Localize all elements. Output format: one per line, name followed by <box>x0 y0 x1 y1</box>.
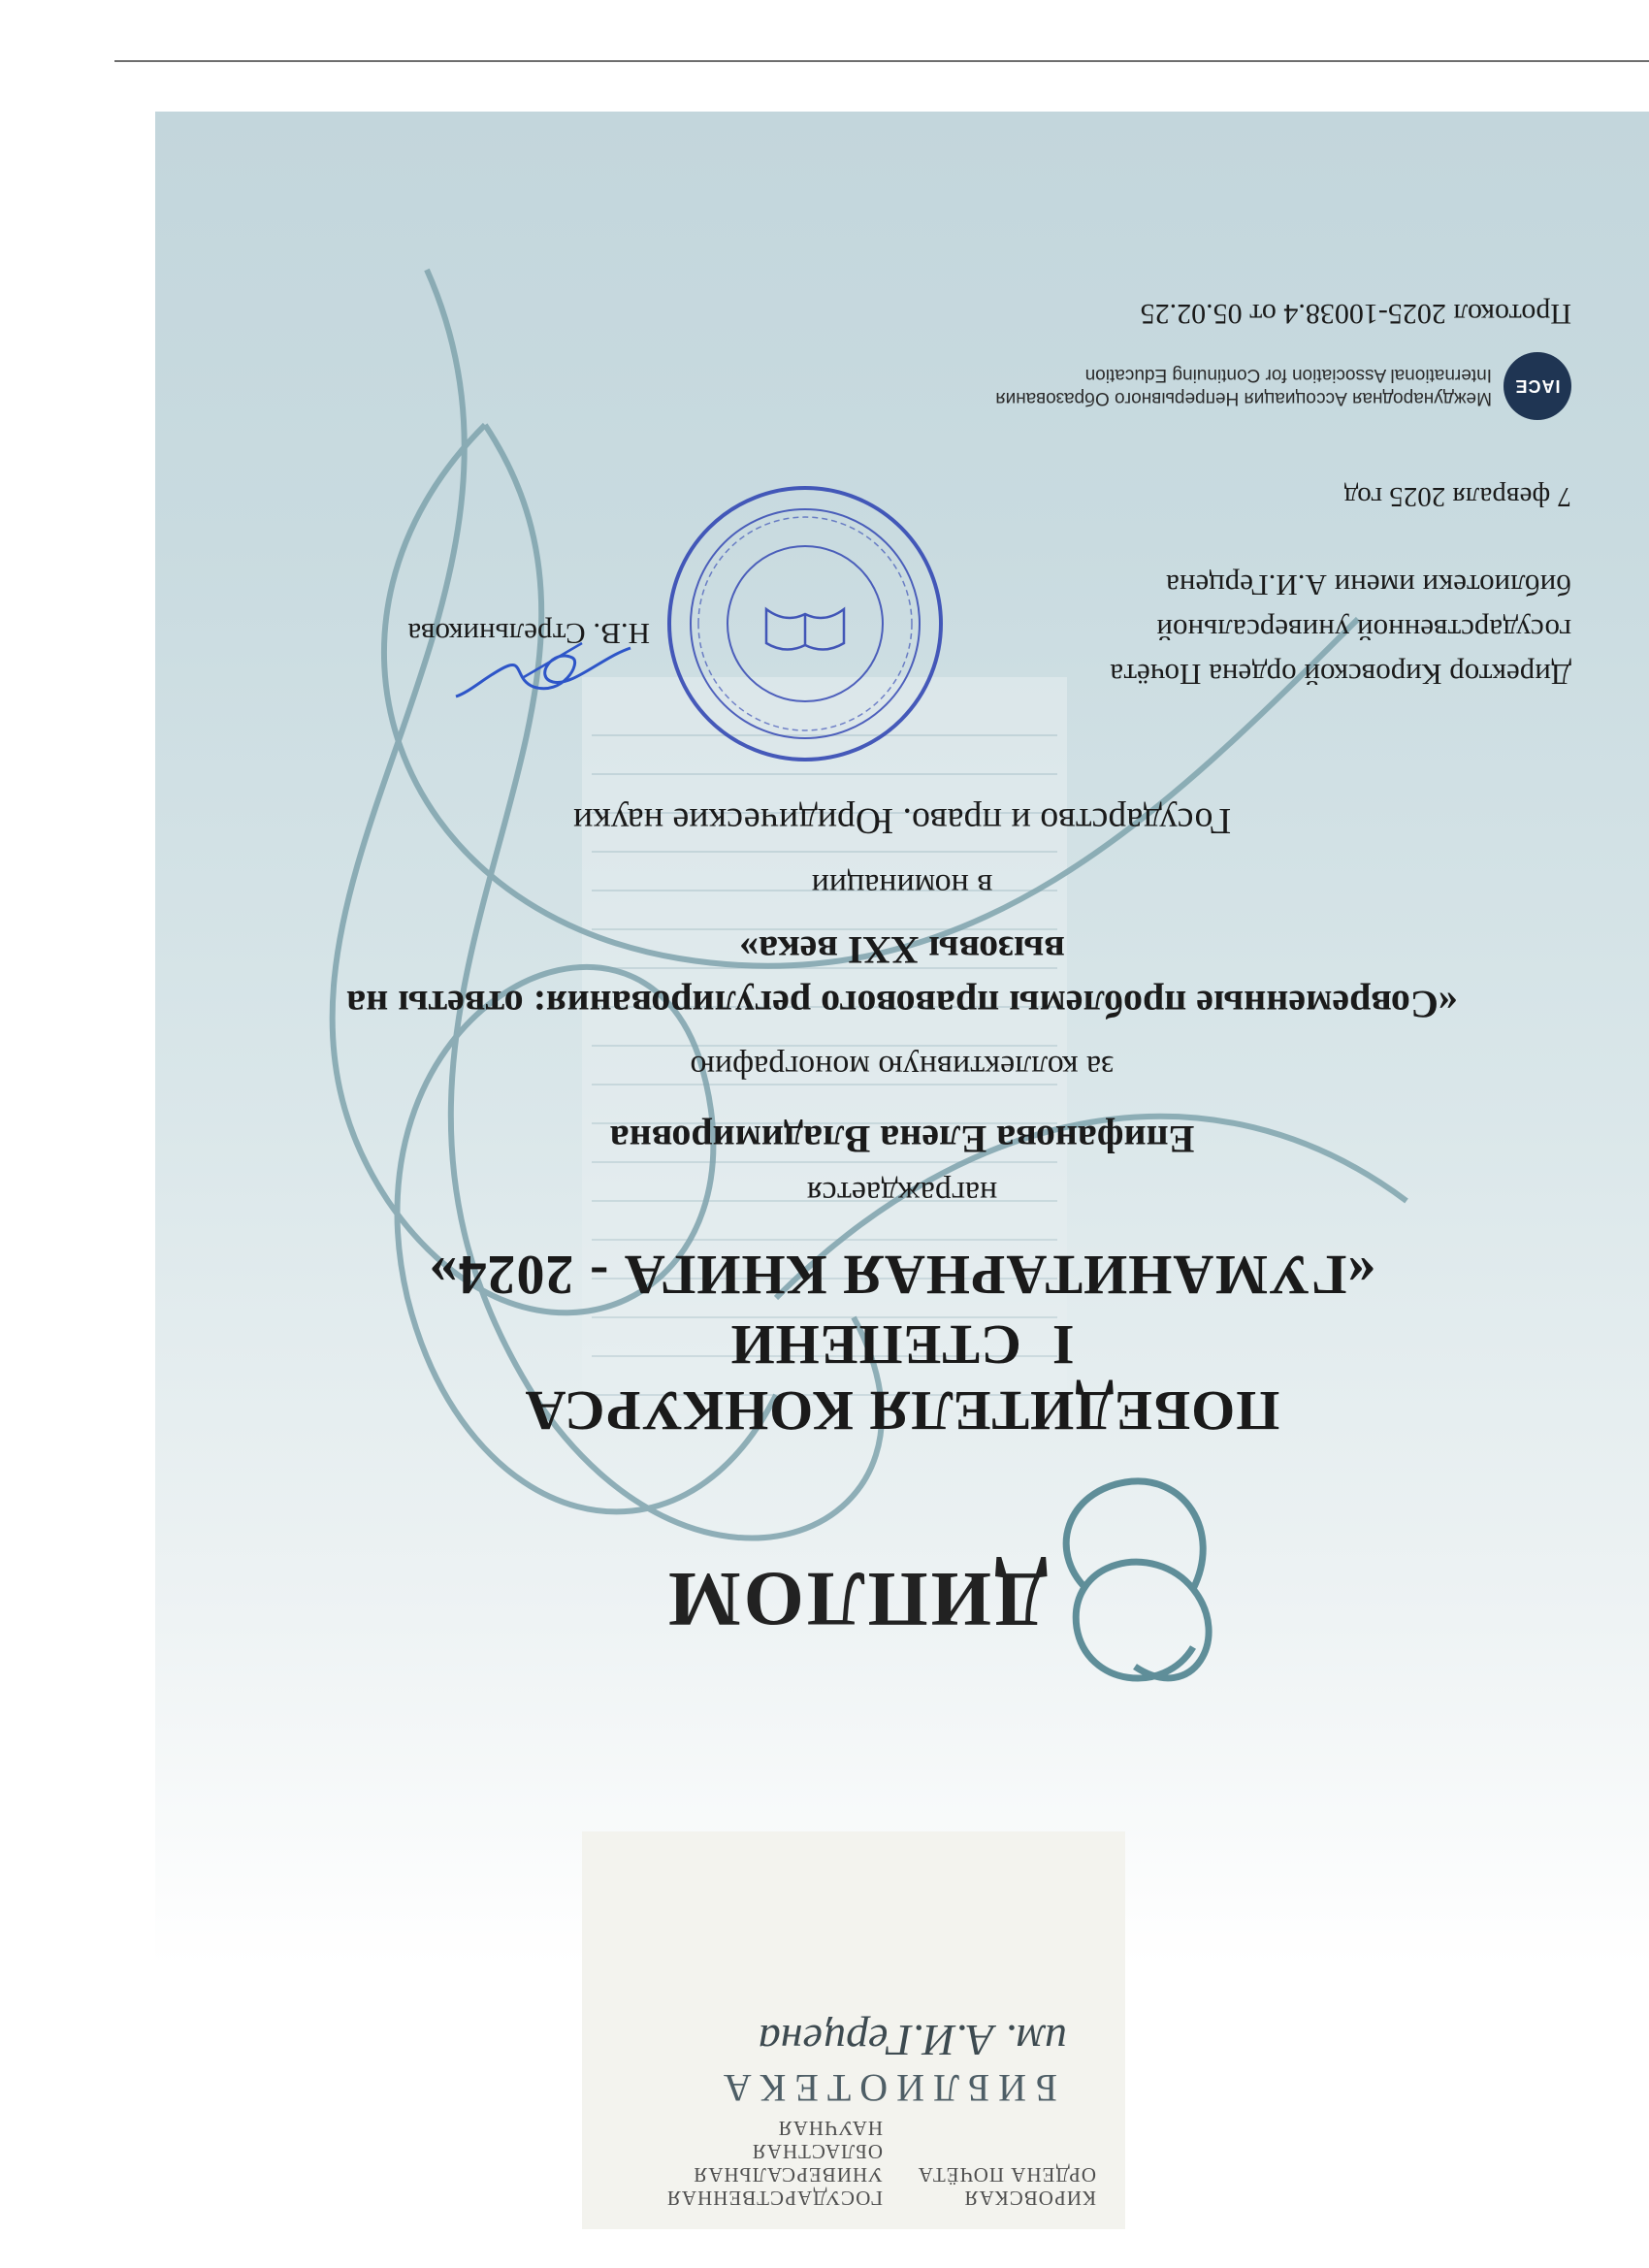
logo-text-state: ГОСУДАРСТВЕННАЯ <box>665 2187 883 2210</box>
director-line-3: библиотеки имени А.И.Герцена <box>1166 568 1571 602</box>
work-title-line-1: «Современные проблемы правового регулирования: ответы на <box>346 983 1458 1026</box>
logo-text-herzen: им. А.И.Герцена <box>758 2016 1067 2065</box>
awarded-label: награждается <box>806 1175 998 1211</box>
director-name: Н.В. Стрельникова <box>407 617 650 651</box>
director-title <box>970 563 1571 697</box>
logo-text-regional: ОБЛАСТНАЯ <box>751 2140 883 2163</box>
nomination-name: Государство и право. Юридические науки <box>572 800 1232 841</box>
association-text <box>995 363 1492 409</box>
official-stamp <box>660 478 951 769</box>
winner-heading <box>155 1312 1649 1443</box>
library-logo <box>582 1831 1125 2229</box>
director-line-2: государственной универсальной <box>1156 613 1571 647</box>
association-logo: IACE <box>1504 352 1571 420</box>
association-name-en: International Association for Continuing Education <box>1084 365 1492 385</box>
winner-line-1: ПОБЕДИТЕЛЯ КОНКУРСА <box>524 1379 1280 1442</box>
in-nomination-label: в номинации <box>811 867 993 903</box>
protocol-number: Протокол 2025-10038.4 от 05.02.25 <box>1140 298 1571 330</box>
logo-text-kirovskaya: КИРОВСКАЯ <box>963 2187 1096 2210</box>
winner-line-2: I СТЕПЕНИ <box>729 1313 1075 1377</box>
certificate-sheet <box>155 112 1649 2268</box>
diploma-title: ДИПЛОМ <box>664 1556 1048 1641</box>
association-block <box>995 352 1571 420</box>
association-name-ru: Международная Ассоциация Непрерывного Образования <box>995 388 1492 408</box>
director-line-1: Директор Кировской ордена Почёта <box>1110 658 1571 692</box>
work-title-line-2: вызовы XXI века» <box>739 928 1065 972</box>
logo-text-universal: УНИВЕРСАЛЬНАЯ <box>693 2163 883 2187</box>
logo-text-order: ОРДЕНА ПОЧЁТА <box>917 2163 1096 2187</box>
issue-date: 7 февраля 2025 год <box>1343 481 1571 512</box>
monogram-d-graphic <box>1066 1481 1209 1678</box>
recipient-name: Епифанова Елена Владимировна <box>609 1118 1195 1161</box>
logo-text-scientific: НАУЧНАЯ <box>777 2117 883 2140</box>
contest-name: «ГУМАНИТАРНАЯ КНИГА - 2024» <box>428 1244 1376 1307</box>
logo-text-library: БИБЛИОТЕКА <box>714 2066 1057 2110</box>
scan-edge-line <box>114 60 1649 62</box>
for-work-label: за коллективную монографию <box>690 1049 1115 1085</box>
work-title <box>155 923 1649 1031</box>
